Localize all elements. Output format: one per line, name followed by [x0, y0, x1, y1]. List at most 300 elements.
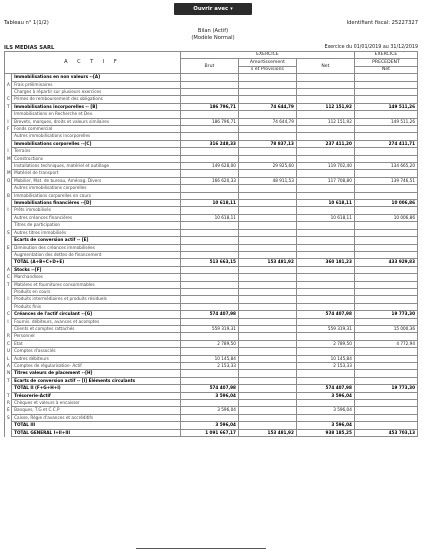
row-label: Clients et comptes rattachés — [12, 325, 181, 332]
table-row — [5, 422, 418, 429]
row-net — [296, 229, 354, 236]
row-side-letter — [5, 222, 12, 229]
row-net — [296, 148, 354, 155]
row-net: 559 319,31 — [296, 325, 354, 332]
row-amortissement — [238, 288, 296, 295]
table-row — [5, 111, 418, 118]
row-side-letter: C — [5, 311, 12, 318]
row-side-letter — [5, 422, 12, 429]
row-side-letter — [5, 74, 12, 81]
row-amortissement — [238, 88, 296, 95]
row-precedent: 149 511,26 — [354, 118, 417, 125]
row-label: Créances de l'actif circulant --[G] — [12, 311, 181, 318]
row-side-letter — [5, 303, 12, 310]
row-label: Titres de participation — [12, 222, 181, 229]
row-net: 3 596,04 — [296, 422, 354, 429]
row-label: Matériel de transport — [12, 170, 181, 177]
row-label: Matières et fournitures consommables — [12, 281, 181, 288]
row-precedent — [354, 333, 417, 340]
chevron-down-icon: ▾ — [230, 6, 233, 12]
row-amortissement: 78 837,13 — [238, 140, 296, 147]
row-amortissement — [238, 348, 296, 355]
table-row — [5, 74, 418, 81]
row-precedent — [354, 274, 417, 281]
row-side-letter: T — [5, 103, 12, 110]
row-precedent — [354, 185, 417, 192]
row-net — [296, 370, 354, 377]
row-side-letter: T — [5, 377, 12, 384]
row-net — [296, 155, 354, 162]
row-label: Ecarts de conversion actif -- [I] Eléments circulants — [12, 377, 181, 384]
row-precedent — [354, 303, 417, 310]
row-precedent — [354, 96, 417, 103]
row-brut: 574 407,98 — [180, 311, 238, 318]
row-precedent — [354, 111, 417, 118]
table-row — [5, 385, 418, 392]
table-row — [5, 348, 418, 355]
row-net — [296, 185, 354, 192]
row-side-letter: É — [5, 407, 12, 414]
row-label: Mobilier, Mat. de bureau, Aménag. Divers — [12, 177, 181, 184]
row-side-letter: T — [5, 392, 12, 399]
table-row — [5, 363, 418, 370]
row-label: Frais préliminaires — [12, 81, 181, 88]
row-precedent — [354, 222, 417, 229]
row-amortissement — [238, 222, 296, 229]
row-net — [296, 222, 354, 229]
row-precedent — [354, 133, 417, 140]
row-side-letter: O — [5, 177, 12, 184]
row-amortissement — [238, 377, 296, 384]
row-amortissement — [238, 281, 296, 288]
table-row — [5, 237, 418, 244]
row-side-letter: N — [5, 370, 12, 377]
row-precedent — [354, 170, 417, 177]
row-amortissement — [238, 133, 296, 140]
document-title: Bilan (Actif) — [197, 28, 229, 34]
row-label: Fonds commercial — [12, 126, 181, 133]
table-row — [5, 192, 418, 199]
row-side-letter: A — [5, 363, 12, 370]
row-amortissement — [238, 251, 296, 258]
precedent-net-header: Net — [354, 66, 417, 73]
row-net: 2 789,50 — [296, 340, 354, 347]
row-net — [296, 303, 354, 310]
row-amortissement — [238, 200, 296, 207]
row-precedent: 19 773,30 — [354, 385, 417, 392]
row-side-letter — [5, 200, 12, 207]
row-amortissement — [238, 266, 296, 273]
row-label: Produits en cours — [12, 288, 181, 295]
row-brut — [180, 111, 238, 118]
row-label: Titres valeurs de placement --[H] — [12, 370, 181, 377]
row-precedent — [354, 251, 417, 258]
row-net — [296, 74, 354, 81]
row-net — [296, 318, 354, 325]
row-amortissement — [238, 370, 296, 377]
row-precedent — [354, 81, 417, 88]
row-brut — [180, 170, 238, 177]
row-label: Autres immobilisations incorporelles — [12, 133, 181, 140]
row-side-letter: U — [5, 348, 12, 355]
table-row — [5, 81, 418, 88]
table-row — [5, 251, 418, 258]
row-precedent — [354, 370, 417, 377]
row-amortissement — [238, 392, 296, 399]
page-divider — [136, 548, 266, 549]
row-brut — [180, 333, 238, 340]
row-brut: 3 596,04 — [180, 422, 238, 429]
row-side-letter: R — [5, 400, 12, 407]
row-label: TOTAL III — [12, 422, 181, 429]
table-row — [5, 392, 418, 399]
row-amortissement — [238, 185, 296, 192]
table-number: Tableau n° 1(1/2) — [4, 20, 49, 26]
row-brut — [180, 303, 238, 310]
table-row — [5, 163, 418, 170]
row-label: Produits finis — [12, 303, 181, 310]
row-net — [296, 111, 354, 118]
row-amortissement — [238, 333, 296, 340]
net-header: Net — [296, 59, 354, 74]
row-brut: 1 091 667,17 — [180, 429, 238, 436]
row-side-letter — [5, 429, 12, 436]
row-precedent — [354, 281, 417, 288]
row-amortissement — [238, 318, 296, 325]
row-brut — [180, 318, 238, 325]
row-brut: 2 789,50 — [180, 340, 238, 347]
row-label: Personnel — [12, 333, 181, 340]
table-row — [5, 148, 418, 155]
row-amortissement: 74 644,79 — [238, 118, 296, 125]
row-label: Autres immobilisations corporelles — [12, 185, 181, 192]
row-net — [296, 237, 354, 244]
table-row — [5, 185, 418, 192]
row-amortissement — [238, 126, 296, 133]
row-side-letter — [5, 259, 12, 266]
row-net — [296, 333, 354, 340]
row-side-letter — [5, 185, 12, 192]
row-precedent — [354, 244, 417, 251]
row-precedent: 149 511,26 — [354, 103, 417, 110]
row-side-letter: C — [5, 274, 12, 281]
table-row — [5, 355, 418, 362]
row-net: 10 145,84 — [296, 355, 354, 362]
row-label: Augmentation des dettes de financement — [12, 251, 181, 258]
brut-header: Brut — [180, 59, 238, 74]
row-net — [296, 296, 354, 303]
row-amortissement — [238, 414, 296, 421]
table-row — [5, 266, 418, 273]
exercice-header: EXERCICE — [180, 52, 354, 59]
row-precedent — [354, 363, 417, 370]
row-net: 10 618,11 — [296, 214, 354, 221]
row-brut — [180, 348, 238, 355]
row-precedent — [354, 237, 417, 244]
row-amortissement — [238, 244, 296, 251]
row-amortissement — [238, 400, 296, 407]
row-brut: 3 596,04 — [180, 392, 238, 399]
table-row — [5, 140, 418, 147]
row-precedent: 10 006,86 — [354, 200, 417, 207]
row-label: Trésorerie-Actif — [12, 392, 181, 399]
row-brut — [180, 288, 238, 295]
row-label: Chèques et valeurs à encaisser — [12, 400, 181, 407]
row-brut: 186 796,71 — [180, 118, 238, 125]
row-amortissement — [238, 296, 296, 303]
row-label: Produits intermédiaires et produits résiduels — [12, 296, 181, 303]
fiscal-id: Identifiant fiscal: 25227327 — [346, 20, 418, 26]
row-precedent — [354, 414, 417, 421]
row-precedent — [354, 288, 417, 295]
table-row — [5, 133, 418, 140]
row-precedent — [354, 229, 417, 236]
table-row — [5, 207, 418, 214]
row-net: 10 618,11 — [296, 200, 354, 207]
row-amortissement — [238, 340, 296, 347]
row-amortissement — [238, 311, 296, 318]
balance-sheet-table — [4, 51, 418, 437]
row-precedent: 139 746,51 — [354, 177, 417, 184]
row-brut — [180, 370, 238, 377]
row-label: Banques, T.G et C.C.P — [12, 407, 181, 414]
row-brut — [180, 222, 238, 229]
row-net — [296, 400, 354, 407]
row-brut — [180, 266, 238, 273]
table-row — [5, 407, 418, 414]
row-net: 237 411,20 — [296, 140, 354, 147]
exercise-period: Exercice du 01/01/2019 au 31/12/2019 — [324, 45, 418, 50]
open-with-label: Ouvrir avec — [193, 6, 229, 12]
row-amortissement: 48 911,53 — [238, 177, 296, 184]
row-brut: 10 618,11 — [180, 200, 238, 207]
table-row — [5, 333, 418, 340]
row-brut — [180, 274, 238, 281]
row-precedent: 19 773,30 — [354, 311, 417, 318]
row-brut: 574 407,98 — [180, 385, 238, 392]
row-net: 3 596,04 — [296, 407, 354, 414]
row-brut — [180, 251, 238, 258]
row-brut — [180, 400, 238, 407]
row-amortissement — [238, 229, 296, 236]
table-row — [5, 414, 418, 421]
row-amortissement — [238, 111, 296, 118]
table-row — [5, 274, 418, 281]
row-precedent — [354, 296, 417, 303]
row-brut — [180, 148, 238, 155]
table-row — [5, 200, 418, 207]
row-brut — [180, 185, 238, 192]
row-label: Caisse, Régie d'avances et accréditifs — [12, 414, 181, 421]
row-side-letter: L — [5, 355, 12, 362]
row-brut: 2 153,33 — [180, 363, 238, 370]
row-side-letter — [5, 163, 12, 170]
table-row — [5, 126, 418, 133]
table-row — [5, 222, 418, 229]
row-side-letter: B — [5, 192, 12, 199]
table-row — [5, 214, 418, 221]
row-label: TOTAL (A+B+C+D+E) — [12, 259, 181, 266]
row-side-letter — [5, 288, 12, 295]
row-brut: 166 620,33 — [180, 177, 238, 184]
row-precedent — [354, 207, 417, 214]
row-label: Primes de remboursement des obligations — [12, 96, 181, 103]
row-side-letter: I — [5, 207, 12, 214]
row-precedent: 15 000,36 — [354, 325, 417, 332]
row-label: TOTAL GENERAL I+II+III — [12, 429, 181, 436]
row-precedent — [354, 400, 417, 407]
row-precedent — [354, 392, 417, 399]
row-label: Stocks --[F] — [12, 266, 181, 273]
open-with-button[interactable] — [174, 3, 252, 15]
row-amortissement — [238, 170, 296, 177]
row-amortissement — [238, 81, 296, 88]
row-label: Prêts immobilisés — [12, 207, 181, 214]
row-net — [296, 348, 354, 355]
row-net — [296, 88, 354, 95]
row-label: Comptes de régularisation- Actif — [12, 363, 181, 370]
row-label: Etat — [12, 340, 181, 347]
row-precedent — [354, 126, 417, 133]
row-net: 360 181,23 — [296, 259, 354, 266]
row-net: 2 153,33 — [296, 363, 354, 370]
row-brut — [180, 296, 238, 303]
row-net — [296, 126, 354, 133]
row-side-letter — [5, 214, 12, 221]
row-side-letter — [5, 133, 12, 140]
row-brut — [180, 414, 238, 421]
row-amortissement — [238, 74, 296, 81]
table-row — [5, 340, 418, 347]
row-brut — [180, 126, 238, 133]
row-net: 938 185,25 — [296, 429, 354, 436]
row-label: Immobilisations corporelles --[C] — [12, 140, 181, 147]
row-label: Brevets, marques, droits et valeurs similaires — [12, 118, 181, 125]
row-precedent — [354, 318, 417, 325]
row-net: 574 407,98 — [296, 385, 354, 392]
row-net — [296, 192, 354, 199]
row-amortissement — [238, 385, 296, 392]
row-label: Immobilisations en Recherche et Dev. — [12, 111, 181, 118]
row-brut: 149 628,00 — [180, 163, 238, 170]
row-amortissement — [238, 207, 296, 214]
row-precedent: 4 772,94 — [354, 340, 417, 347]
table-row — [5, 96, 418, 103]
row-precedent — [354, 192, 417, 199]
row-side-letter: A — [5, 266, 12, 273]
row-side-letter: M — [5, 170, 12, 177]
row-side-letter: F — [5, 126, 12, 133]
row-label: Diminution des créances immobilisées — [12, 244, 181, 251]
row-net — [296, 170, 354, 177]
row-amortissement — [238, 363, 296, 370]
row-brut — [180, 237, 238, 244]
row-side-letter: I — [5, 148, 12, 155]
row-side-letter: I — [5, 118, 12, 125]
table-row — [5, 155, 418, 162]
table-row — [5, 318, 418, 325]
row-side-letter: I — [5, 296, 12, 303]
row-precedent — [354, 407, 417, 414]
company-name: ILS MEDIAS SARL — [4, 45, 55, 51]
row-label: Marchandises — [12, 274, 181, 281]
row-net — [296, 414, 354, 421]
row-label: TOTAL II (F+G+H+I) — [12, 385, 181, 392]
row-brut — [180, 88, 238, 95]
row-side-letter — [5, 237, 12, 244]
row-side-letter — [5, 88, 12, 95]
row-net — [296, 281, 354, 288]
row-amortissement — [238, 96, 296, 103]
row-net — [296, 377, 354, 384]
row-amortissement — [238, 214, 296, 221]
table-row — [5, 311, 418, 318]
row-side-letter — [5, 251, 12, 258]
row-brut — [180, 244, 238, 251]
row-net: 117 708,80 — [296, 177, 354, 184]
row-brut: 10 618,11 — [180, 214, 238, 221]
row-amortissement: 29 925,60 — [238, 163, 296, 170]
amortissement-header: Amortissement — [238, 59, 296, 66]
row-net — [296, 81, 354, 88]
row-amortissement — [238, 325, 296, 332]
row-precedent — [354, 88, 417, 95]
row-precedent: 274 411,71 — [354, 140, 417, 147]
table-row — [5, 303, 418, 310]
row-label: Fournis. débiteurs, avances et acomptes — [12, 318, 181, 325]
row-precedent — [354, 148, 417, 155]
table-row — [5, 281, 418, 288]
row-precedent: 433 929,83 — [354, 259, 417, 266]
row-amortissement: 153 481,92 — [238, 259, 296, 266]
table-row — [5, 288, 418, 295]
table-row — [5, 400, 418, 407]
row-net: 574 407,98 — [296, 311, 354, 318]
row-side-letter: E — [5, 244, 12, 251]
row-side-letter: S — [5, 229, 12, 236]
row-net: 3 596,04 — [296, 392, 354, 399]
row-brut: 559 319,31 — [180, 325, 238, 332]
row-precedent — [354, 422, 417, 429]
row-amortissement — [238, 155, 296, 162]
table-row — [5, 170, 418, 177]
row-net — [296, 251, 354, 258]
row-label: Immobilisations financières --[D] — [12, 200, 181, 207]
row-side-letter: A — [5, 81, 12, 88]
row-net: 112 151,92 — [296, 103, 354, 110]
document-subtitle: (Modèle Normal) — [191, 35, 235, 41]
table-row — [5, 377, 418, 384]
row-net — [296, 244, 354, 251]
row-brut — [180, 74, 238, 81]
row-side-letter: I — [5, 318, 12, 325]
row-net — [296, 207, 354, 214]
row-precedent — [354, 355, 417, 362]
row-side-letter: M — [5, 155, 12, 162]
row-label: Autres titres immobilisés — [12, 229, 181, 236]
row-brut: 10 145,84 — [180, 355, 238, 362]
row-side-letter: R — [5, 333, 12, 340]
row-precedent — [354, 377, 417, 384]
row-side-letter — [5, 385, 12, 392]
row-amortissement — [238, 422, 296, 429]
row-side-letter — [5, 111, 12, 118]
exercice-precedent-header: EXERCICE — [354, 52, 417, 59]
row-brut: 316 248,33 — [180, 140, 238, 147]
table-row — [5, 229, 418, 236]
row-side-letter: C — [5, 96, 12, 103]
row-precedent — [354, 266, 417, 273]
